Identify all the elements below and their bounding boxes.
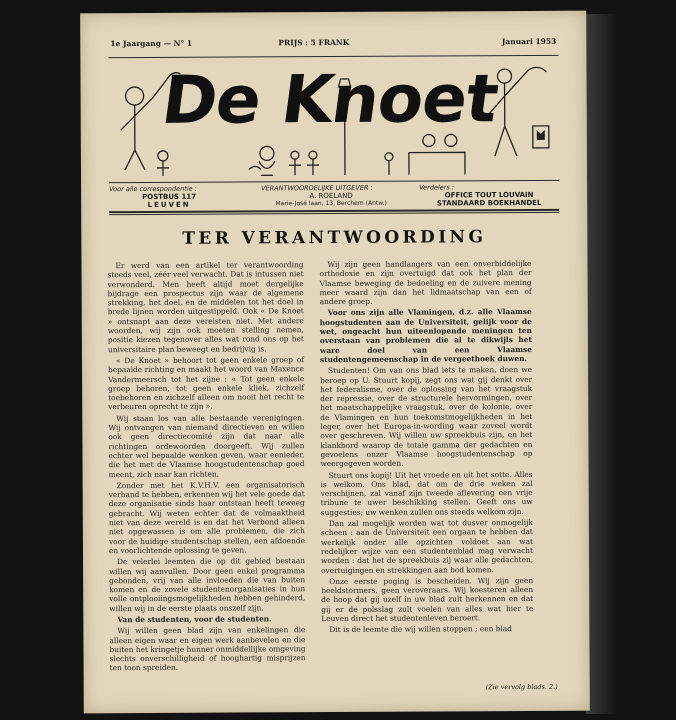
header-line	[110, 36, 557, 49]
paragraph: Zonder met het K.V.H.V. een organisatorisch verband te hebben, erkennen wij het vele goede dat deze organisatie sinds haar ontstaan heeft teweeg gebracht. Wij weten echter dat de volmaaktheid niet van deze wereld is en dat het Verbond alleen niet opgewassen is om alle problemen, die zich voor de huidige studentschap stellen, een afdoende en voorlichtende oplossing te geven.	[108, 479, 305, 556]
publisher-label: VERANTWOORDELIJKE UITGEVER :	[261, 183, 373, 193]
publication-info	[109, 183, 559, 209]
masthead-title: De Knoet	[157, 60, 503, 139]
paragraph: Studenten! Om van ons blad iets te maken, doen we beroep op U. Stuurt kopij, zegt ons wat gij denkt over het federalisme, over de oplossing van het vraagstuk der repressie, over de structurele hervormingen, over het maatschappelijke vraagstuk, over de kolonie, over de Vlamingen en hun toekomstmogelijkheden in het leger, over het Europa-in-wording waar zoveel wordt over geschreven. Wij willen uw spreekbuis zijn, en het klankbord waarop de totale gamma der gedachten en gevoelens onzer Vlaamse hoogstudentenschap op weergegeven worden.	[320, 365, 533, 469]
correspondence-line1: POSTBUS 117	[142, 192, 197, 202]
small-figure-head	[158, 151, 168, 161]
sellers-block	[419, 183, 559, 208]
paragraph: Wij staan los van alle bestaande verenigingen. Wij ontvangen van niemand directieven en willen ook geen directiecomité zijn dat naar alle richtingen ordewoorden doorgeeft. Wij zullen echter wel bepaalde wenken geven, waar eenieder, die het met de Vlaamse hoogstudentenschap goed meent, zich naar kan richten.	[108, 412, 305, 479]
figure-head-left	[126, 87, 144, 105]
correspondence-line2: LEUVEN	[147, 200, 191, 209]
publisher-block	[261, 184, 401, 208]
paragraph: De velerlei leemten die op dit gebied bestaan willen wij aanvullen. Door geen enkel programma gebonden, vrij van alle invloeden die van buiten komen en de zovele studentenorganisaties in hun volle ontplooiingsmogelijkheden hebben gehinderd, willen wij in de eerste plaats onszelf zijn.	[109, 556, 306, 613]
article-column-left	[107, 260, 305, 675]
paragraph: « De Knoet » behoort tot geen enkele groep of bepaalde richting en maakt het woord van Maxence Vandermeersch tot het zijne : « Tot geen enkele groep behoren, tot geen enkele kliek, zichzelf toebehoren en zichzelf alleen om nooit het recht te verbeuren oprecht te zijn ».	[108, 355, 305, 412]
sellers-label: Verdelers :	[419, 183, 455, 192]
paragraph-bold: Van de studenten, voor de studenten.	[117, 614, 272, 625]
continuation-note: (Zie vervolg blads. 2.)	[485, 682, 558, 692]
volume-number: 1e Jaargang — N° 1	[110, 38, 193, 49]
issue-date: Januari 1953	[501, 36, 557, 47]
sellers-line2: STANDAARD BOEKHANDEL	[436, 198, 542, 208]
paragraph-bold: Voor ons zijn alle Vlamingen, d.z. alle Vlaamse hoogstudenten aan de Universiteit, gelijk voor de wet, ongeacht hun uiteenlopende meningen ten overstaan van problemen die al te dikwijls het ware doel van een Vlaamse studentengemeenschap in de vergeethoek duwen.	[319, 307, 532, 365]
desk	[409, 152, 465, 174]
newspaper-page	[80, 11, 590, 714]
paragraph: Dit is de leemte die wij willen stoppen ; een blad	[329, 624, 512, 635]
publisher-address: Marie-José laan, 13, Berchem (Antw.)	[275, 199, 387, 208]
lion-emblem	[537, 130, 545, 140]
paragraph: Stuurt ons kopij! Uit het vroede en uit het sotte. Alles is welkom. Ons blad, dat om de drie weken zal verschijnen, zal vanaf zijn tweede aflevering een vrije tribune te uwer beschikking stellen. Geeft ons uw suggesties; uw wenken zullen ons steeds welkom zijn.	[320, 469, 533, 517]
page-edge-shadow	[586, 14, 616, 714]
correspondence-block	[109, 185, 229, 210]
article-column-right	[319, 259, 533, 637]
paragraph: Wij zijn geen handlangers van een onverbiddelijke orthodoxie en zijn overtuigd dat ook het plan der Vlaamse beweging de bedoeling en de zuivere mening meer waard zijn dan het lidmaatschap van een of andere groep.	[319, 258, 532, 307]
price: PRIJS : 5 FRANK	[278, 37, 350, 48]
paragraph: Onze eerste poging is bescheiden. Wij zijn geen beeldstormers, geen veroveraars. Wij koesteren alleen de hoop dat gij uzelf in uw blad zult herkennen en dat gij er de polsslag zult voelen van alles wat hier te Leuven direct het studentenleven beroert.	[321, 575, 534, 624]
sellers-line1: OFFICE TOUT LOUVAIN	[444, 190, 534, 200]
masthead	[108, 55, 559, 183]
paragraph: Wij willen geen blad zijn van enkelingen die alleen eigen waar en eigen werk aanbevelen en die buiten het kringetje hunner onmiddellijke omgeving slechts onverschilligheid of hooghartig misprijzen ten toon spreiden.	[109, 625, 306, 673]
article-headline: TER VERANTWOORDING	[182, 227, 487, 249]
paragraph: Dan zal mogelijk worden wat tot dusver onmogelijk scheen : aan de Universiteit een orgaan te hebben dat werkelijk onder alle opzichten voldoet aan wat redelijker wijze van een studentenblad mag verwacht worden : dat het de spreekbuis zij waar alle gedachten, overtuigingen en strekkingen aan bod komen.	[320, 517, 534, 575]
correspondence-label: Voor alle correspondentie :	[109, 184, 197, 194]
paragraph: Er werd van een artikel ter verantwoording steeds veel, zéér veel verwacht. Dat is intussen niet verwonderd. Men heeft altijd moet dergelijke bijdrage een prospectus zijn waar de algemene strekking, het doel, en de middelen tot het doel in brede lijnen worden uitgestippeld. Ook « De Knoet » ontsnapt aan deze vereisten niet. Met andere woorden, wij zijn ook moeten stelling nemen, positie kiezen tegenover alles wat rond ons op het universitaire plan beweegt en bedrijvig is.	[107, 260, 304, 354]
publisher-name: A. ROELAND	[309, 191, 353, 201]
